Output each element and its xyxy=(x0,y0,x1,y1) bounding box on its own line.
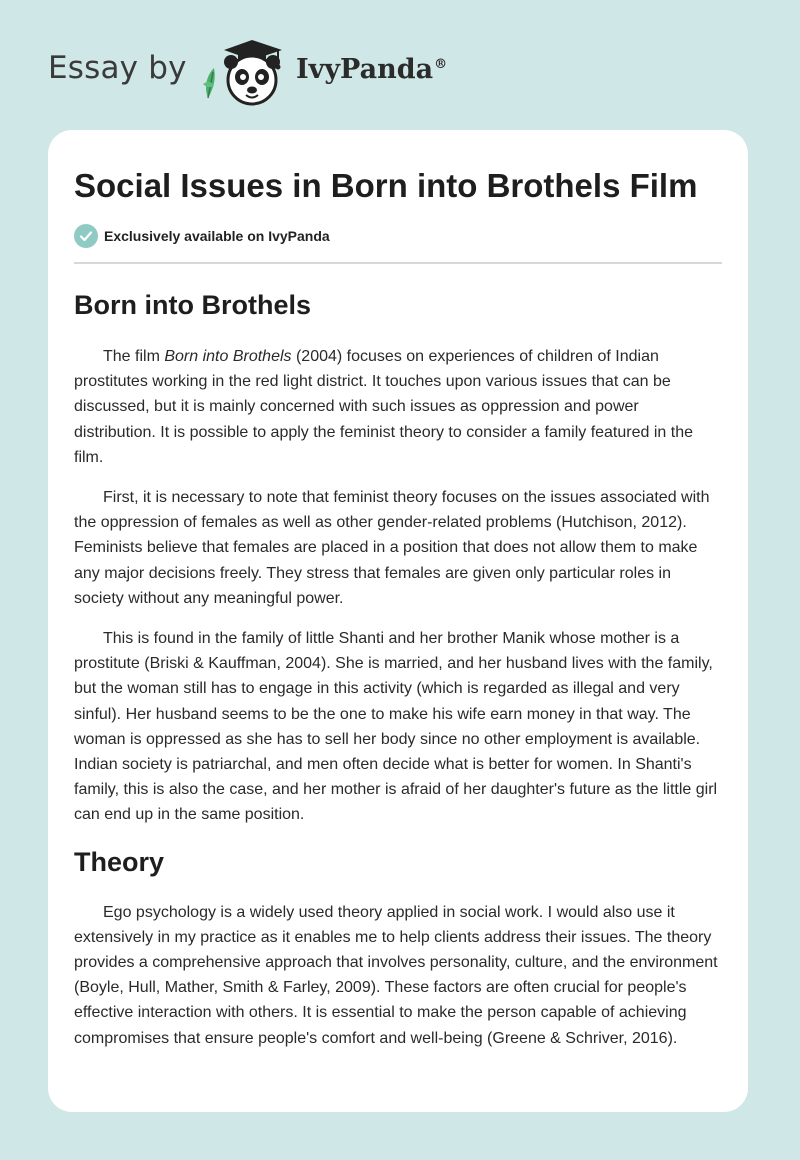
film-title: Born into Brothels xyxy=(164,348,292,365)
exclusive-badge xyxy=(74,223,722,249)
essay-card xyxy=(48,130,748,1112)
exclusive-badge-text: Exclusively available on IvyPanda xyxy=(104,228,330,244)
site-header xyxy=(0,0,800,130)
essay-by-label: Essay by xyxy=(48,50,187,86)
paragraph: First, it is necessary to note that feminist theory focuses on the issues associated with the oppression of females as well as other gender-related problems (Hutchison, 2012). Feminists believe that females are placed in a position that does not allow them to make any major decisions freely. They stress that females are given only particular roles in society without any meaningful power. xyxy=(74,489,710,607)
brand-name[interactable]: IvyPanda® xyxy=(296,54,448,85)
section-theory xyxy=(74,846,722,1051)
paragraph: This is found in the family of little Shanti and her brother Manik whose mother is a prostitute (Briski & Kauffman, 2004). She is married, and her husband lives with the family, but the woman still has to engage in this activity (which is regarded as illegal and very sinful). Her husband seems to be the one to make his wife earn money in that way. The woman is oppressed as she has to sell her body since no other employment is available. Indian society is patriarchal, and men often decide what is better for women. In Shanti's family, this is also the case, and her mother is afraid of her daughter's future as the little girl can end up in the same position. xyxy=(74,630,718,824)
divider xyxy=(74,262,722,264)
check-circle-icon xyxy=(74,224,98,248)
paragraph: Ego psychology is a widely used theory applied in social work. I would also use it extensively in my practice as it enables me to help clients address their issues. The theory provides a comprehensive approach that involves personality, culture, and the environment (Boyle, Hull, Mather, Smith & Farley, 2009). These factors are often crucial for people's effective interaction with others. It is essential to make the person capable of achieving compromises that ensure people's comfort and well-being (Greene & Schriver, 2016). xyxy=(74,903,718,1047)
panda-graduate-icon[interactable] xyxy=(200,36,292,108)
paragraph: The film Born into Brothels (2004) focuses on experiences of children of Indian prostitutes working in the red light district. It touches upon various issues that can be discussed, but it is mainly concerned with such issues as oppression and power distribution. It is possible to apply the feminist theory to consider a family featured in the film. xyxy=(74,348,693,466)
section-heading: Theory xyxy=(74,846,165,877)
section-born-into-brothels xyxy=(74,289,722,828)
trademark-symbol: ® xyxy=(434,57,448,72)
section-heading: Born into Brothels xyxy=(74,290,311,320)
page-title: Social Issues in Born into Brothels Film xyxy=(74,167,698,204)
